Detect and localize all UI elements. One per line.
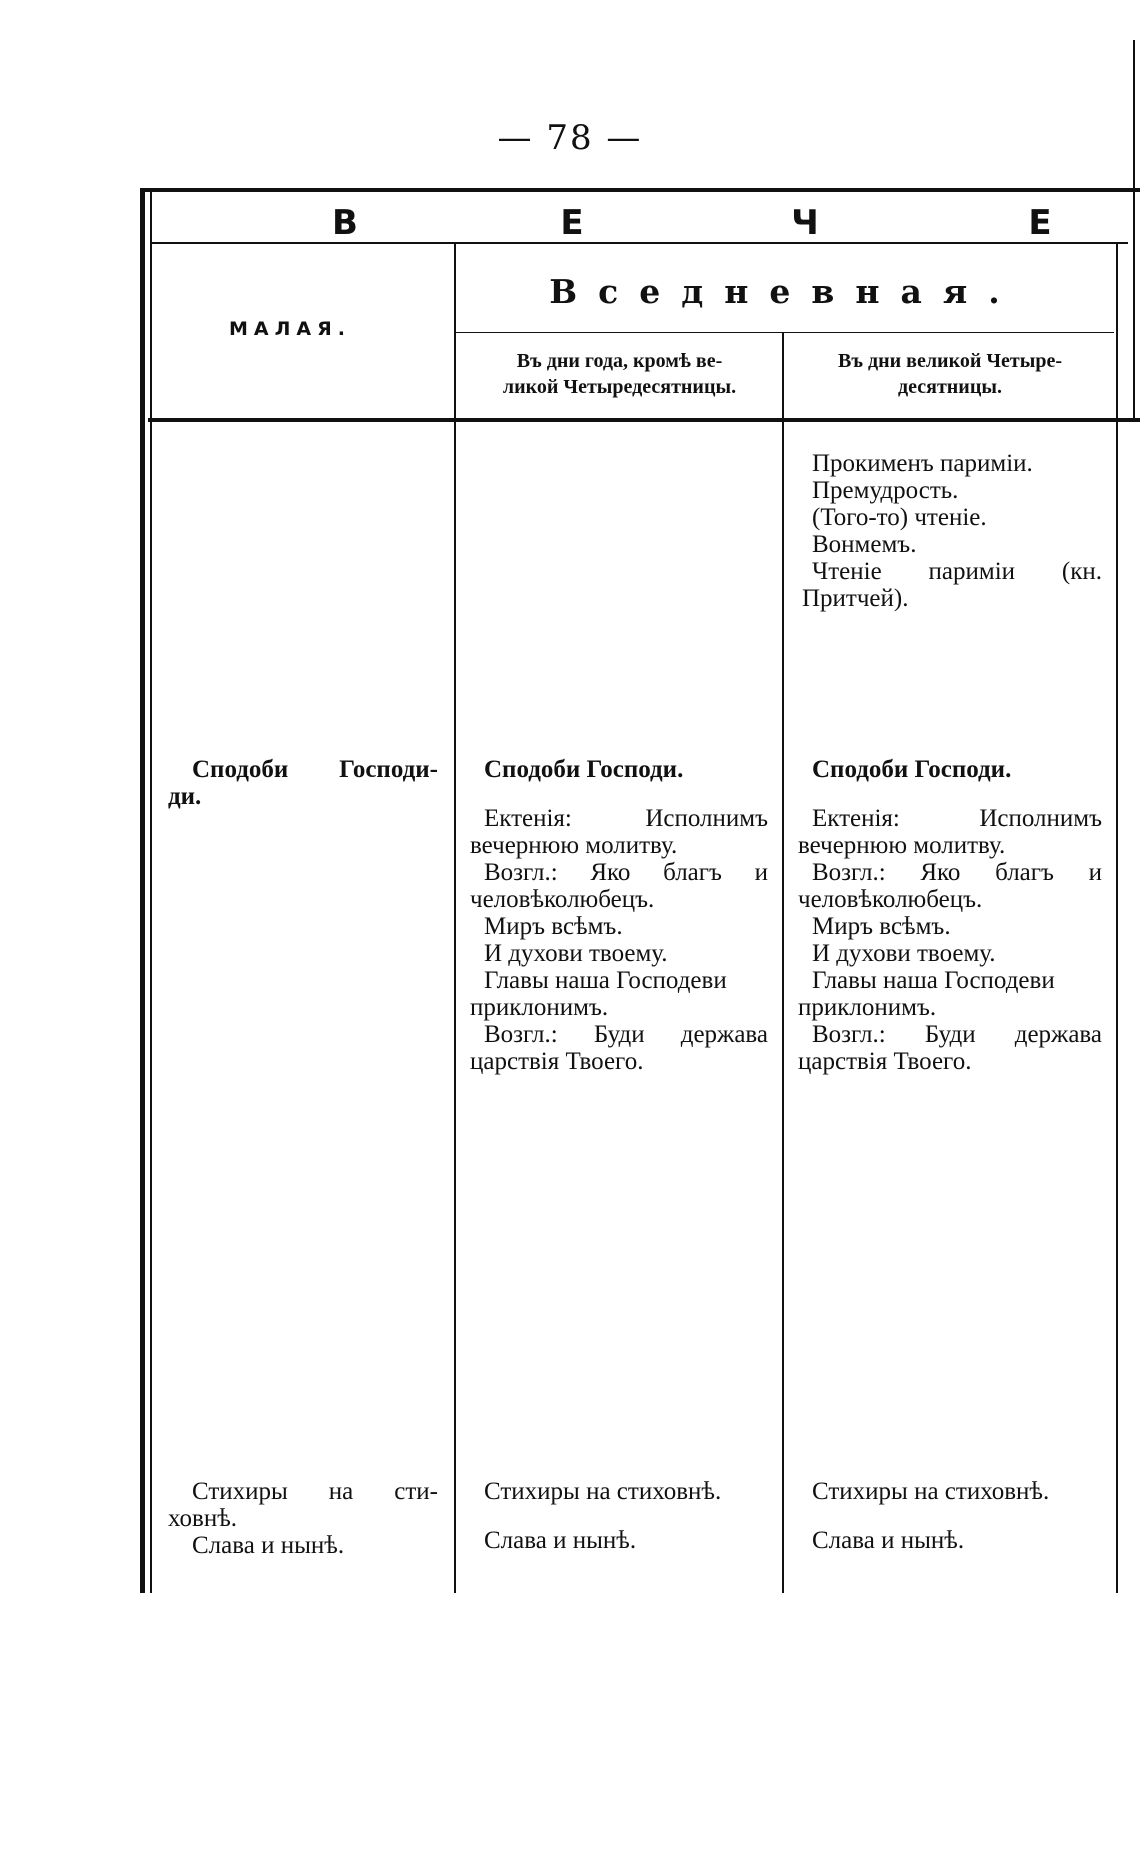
col2-spodobi: Сподоби Господи. <box>484 756 684 783</box>
col3-subheading: Въ дни великой Четыре- десятницы. <box>837 350 1063 398</box>
text-line: Премудрость. <box>812 477 959 504</box>
col2-block: Сподоби Господи. Ектенія: Исполнимъ вечернюю молитву. Возгл.: Яко благъ и человѣколюбецъ. Миръ всѣмъ. И духови твоему. Главы наша Господеви приклонимъ. Возгл.: Буди держава царствія Твоего. <box>470 756 768 1075</box>
text-line: Притчей). <box>802 585 909 612</box>
col3-stikhiry: Стихиры на стиховнѣ. Слава и нынѣ. <box>812 1478 1050 1554</box>
malaya-heading: МАЛАЯ. <box>229 318 351 340</box>
vsednevnaya-heading: Вседневная. <box>549 272 1021 311</box>
text-line: Чтеніе париміи (кн. <box>812 558 1102 585</box>
col1-stikhiry: Стихиры на сти- ховнѣ. Слава и нынѣ. <box>168 1478 438 1559</box>
col2-subheading: Въ дни года, кромѣ ве- ликой Четыредесятницы. <box>502 350 737 398</box>
vecherya-letter: Е <box>1028 203 1052 243</box>
text-line: Вонмемъ. <box>812 531 917 558</box>
page-number: — 78 — <box>497 118 643 158</box>
vecherya-letter: В <box>332 203 358 243</box>
col3-block: Сподоби Господи. Ектенія: Исполнимъ вечернюю молитву. Возгл.: Яко благъ и человѣколюбецъ. Миръ всѣмъ. И духови твоему. Главы наша Господеви приклонимъ. Возгл.: Буди держава царствія Твоего. <box>798 756 1102 1075</box>
col1-spodobi: Сподоби Господи- ди. <box>168 756 438 810</box>
text-line: Прокименъ париміи. <box>812 450 1033 477</box>
col3-paremia <box>802 450 1102 612</box>
vecherya-letter: Е <box>560 203 584 243</box>
col3-spodobi: Сподоби Господи. <box>812 756 1012 783</box>
vecherya-letter: Ч <box>791 203 819 243</box>
text-line: (Того-то) чтеніе. <box>812 504 987 531</box>
col2-stikhiry: Стихиры на стиховнѣ. Слава и нынѣ. <box>484 1478 722 1554</box>
